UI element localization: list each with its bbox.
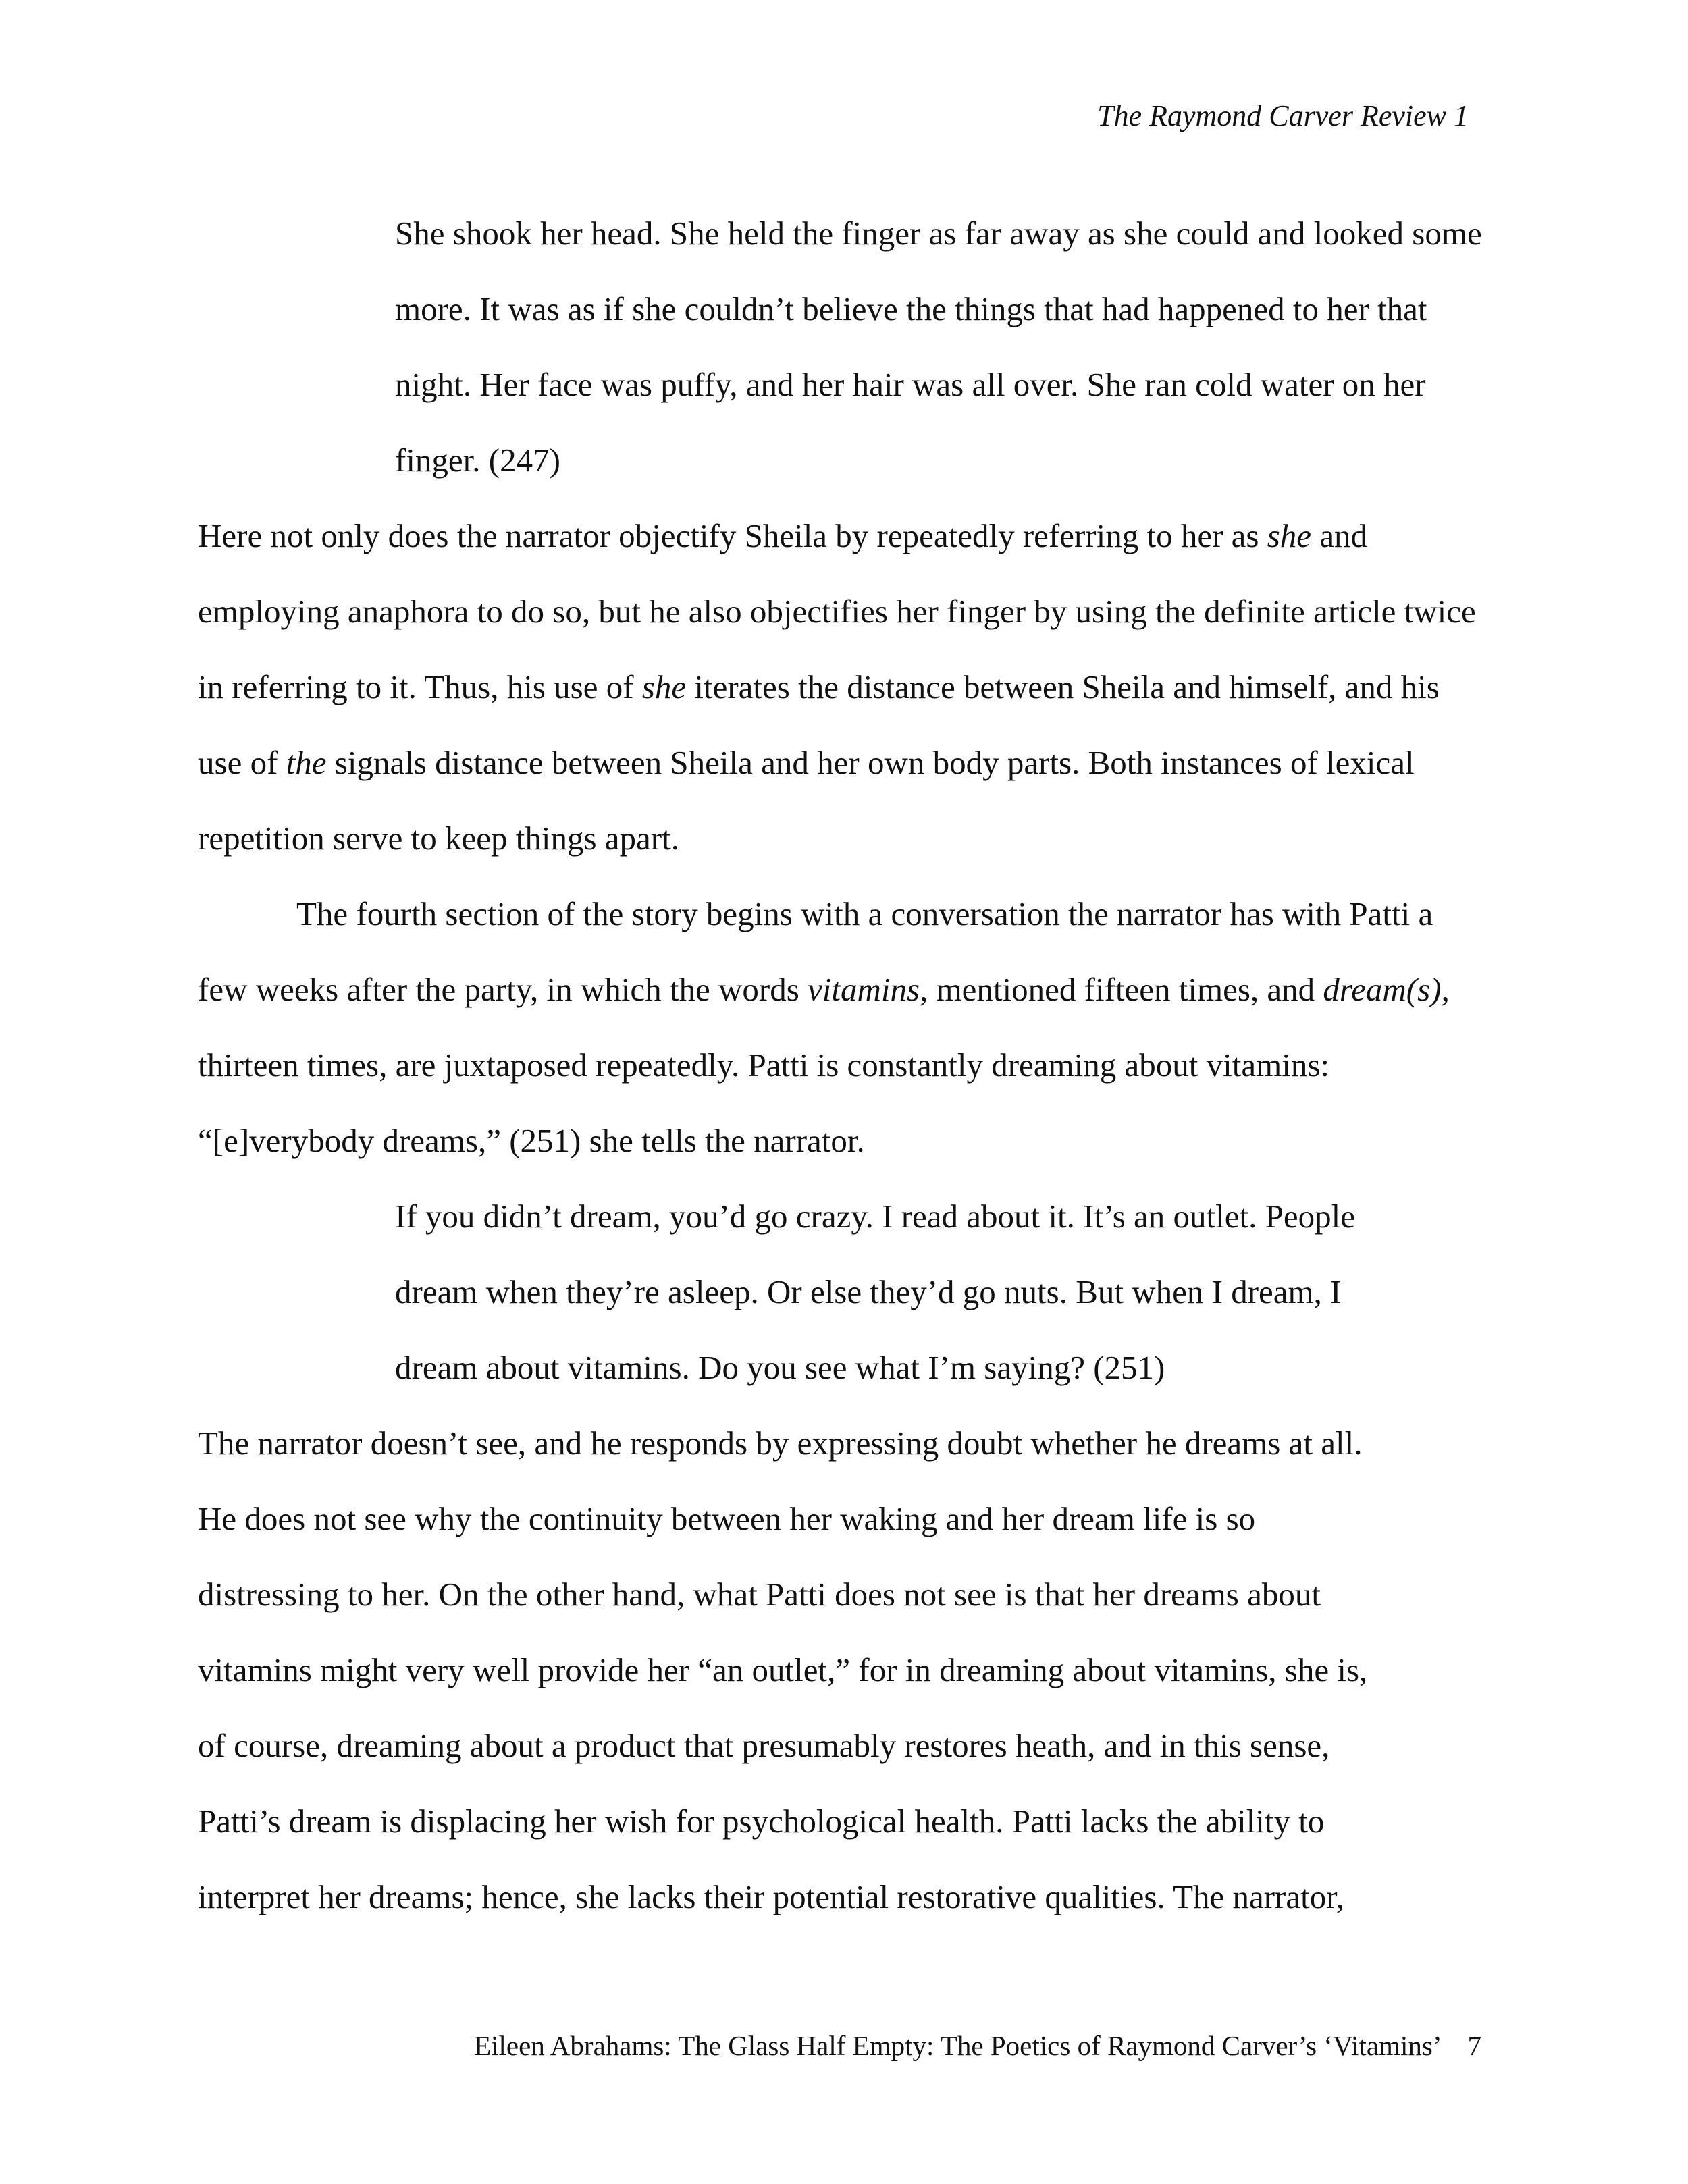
block-quote <box>198 196 1491 498</box>
text-line: employing anaphora to do so, but he also objectifies her finger by using the definite article twice <box>198 593 1476 630</box>
paragraph <box>198 498 1491 876</box>
emphasis: dream(s), <box>1323 971 1450 1008</box>
emphasis: she <box>1267 517 1312 554</box>
text-line: She shook her head. She held the finger as far away as she could and looked some <box>395 215 1482 252</box>
emphasis: the <box>286 744 327 781</box>
text-line: vitamins might very well provide her “an outlet,” for in dreaming about vitamins, she is, <box>198 1651 1368 1688</box>
text-line: in referring to it. Thus, his use of she iterates the distance between Sheila and himself, and his <box>198 668 1440 705</box>
text-line: dream when they’re asleep. Or else they’d go nuts. But when I dream, I <box>395 1273 1342 1310</box>
page-footer <box>474 2032 1481 2060</box>
emphasis: vitamins, <box>808 971 928 1008</box>
text-line: Here not only does the narrator objectify Sheila by repeatedly referring to her as she and <box>198 517 1368 554</box>
text-line: night. Her face was puffy, and her hair was all over. She ran cold water on her <box>395 366 1426 403</box>
block-quote <box>198 1179 1491 1406</box>
text-line: If you didn’t dream, you’d go crazy. I read about it. It’s an outlet. People <box>395 1198 1355 1235</box>
text-line: finger. (247) <box>395 442 560 479</box>
footer-citation: Eileen Abrahams: The Glass Half Empty: The Poetics of Raymond Carver’s ‘Vitamins’ <box>474 2030 1442 2061</box>
text-line: of course, dreaming about a product that presumably restores heath, and in this sense, <box>198 1727 1330 1764</box>
text-line: thirteen times, are juxtaposed repeatedly. Patti is constantly dreaming about vitamins: <box>198 1046 1330 1084</box>
text-line: “[e]verybody dreams,” (251) she tells the narrator. <box>198 1122 865 1159</box>
paragraph <box>198 876 1491 1179</box>
emphasis: she <box>641 668 687 705</box>
text-line: Patti’s dream is displacing her wish for psychological health. Patti lacks the ability to <box>198 1803 1325 1840</box>
text-line: interpret her dreams; hence, she lacks their potential restorative qualities. The narrator, <box>198 1878 1344 1915</box>
text-line: few weeks after the party, in which the words vitamins, mentioned fifteen times, and dream(s), <box>198 971 1450 1008</box>
text-line: more. It was as if she couldn’t believe the things that had happened to her that <box>395 290 1427 327</box>
text-line: The narrator doesn’t see, and he responds by expressing doubt whether he dreams at all. <box>198 1424 1363 1462</box>
text-line: He does not see why the continuity between her waking and her dream life is so <box>198 1500 1256 1537</box>
page-number: 7 <box>1467 2030 1481 2061</box>
text-line: distressing to her. On the other hand, what Patti does not see is that her dreams about <box>198 1576 1321 1613</box>
running-header: The Raymond Carver Review 1 <box>1097 99 1469 132</box>
text-line: dream about vitamins. Do you see what I’m saying? (251) <box>395 1349 1165 1386</box>
paragraph <box>198 1406 1491 1935</box>
text-line: repetition serve to keep things apart. <box>198 820 679 857</box>
text-line: use of the signals distance between Sheila and her own body parts. Both instances of lexical <box>198 744 1415 781</box>
text-line: The fourth section of the story begins with a conversation the narrator has with Patti a <box>296 895 1433 932</box>
body-text <box>198 196 1491 1935</box>
